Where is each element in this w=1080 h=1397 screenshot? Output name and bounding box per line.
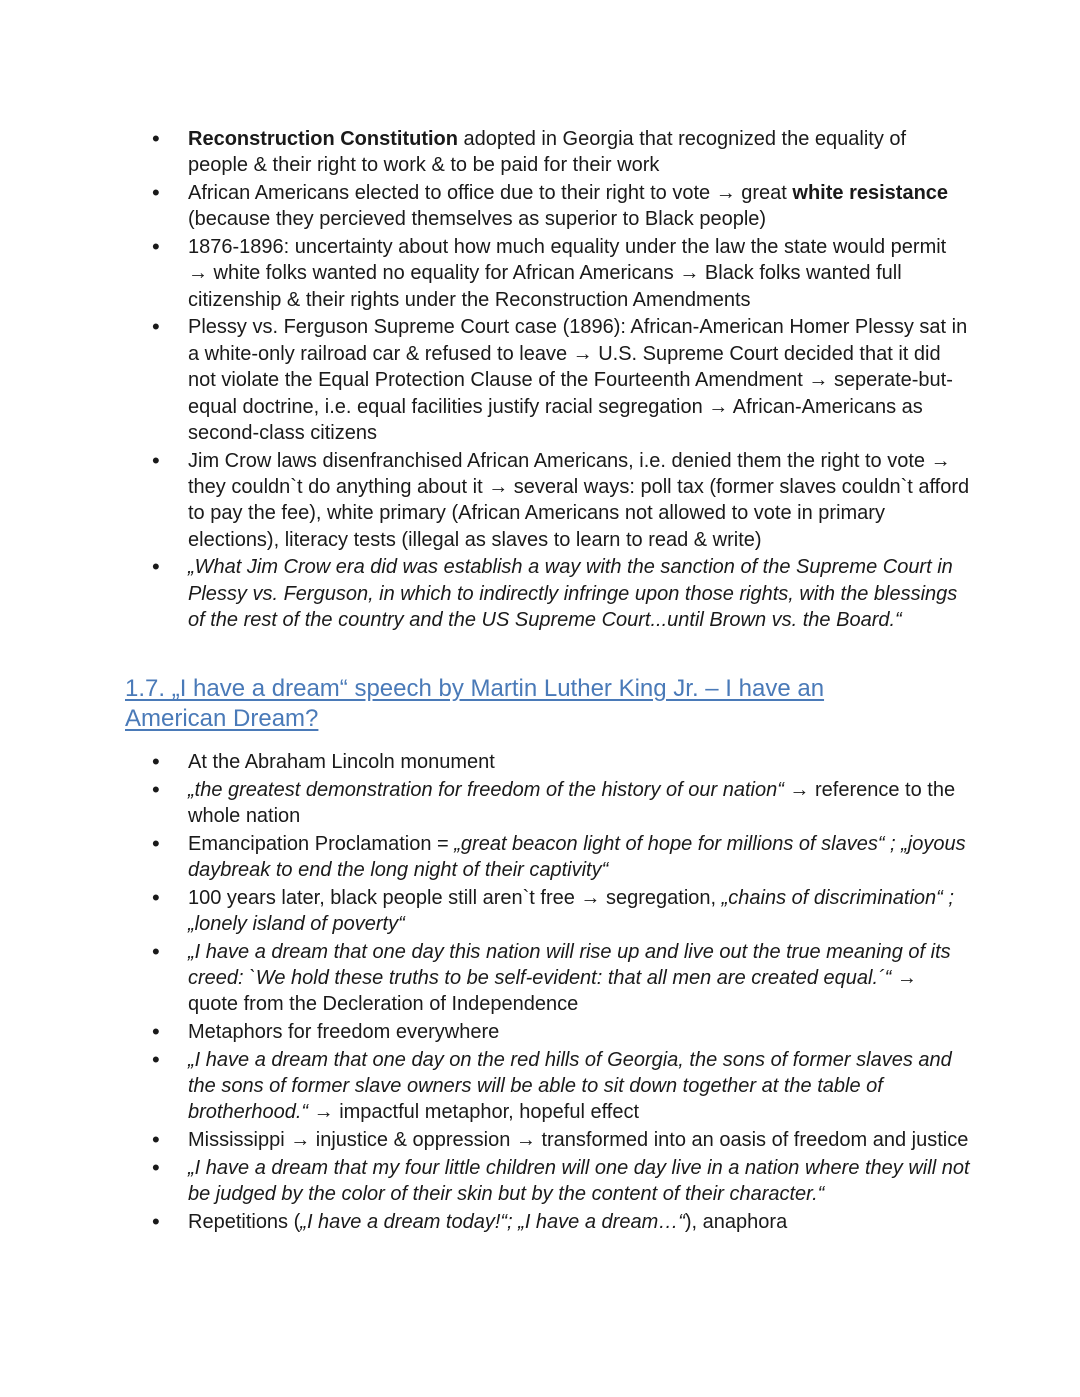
list-item: • African Americans elected to office due to their right to vote → great white resistance (because they percieved themselves as superior to Black people) bbox=[150, 180, 970, 233]
list-item: • Mississippi → injustice & oppression → transformed into an oasis of freedom and justice bbox=[150, 1127, 970, 1153]
list-item: • „the greatest demonstration for freedom of the history of our nation“ → reference to the whole nation bbox=[150, 777, 970, 830]
bullet-list-dream-speech bbox=[150, 749, 970, 1236]
list-item: • Reconstruction Constitution adopted in Georgia that recognized the equality of people & their right to work & to be paid for their work bbox=[150, 126, 970, 179]
bullet-list-reconstruction bbox=[150, 126, 970, 635]
list-item: • „I have a dream that one day this nation will rise up and live out the true meaning of its creed: `We hold these truths to be self-evident: that all men are created equal.´“ → quote from the Decleration of Independence bbox=[150, 939, 970, 1018]
list-item: • Repetitions („I have a dream today!“; „I have a dream…“), anaphora bbox=[150, 1209, 970, 1235]
list-item: • Plessy vs. Ferguson Supreme Court case (1896): African-American Homer Plessy sat in a white-only railroad car & refused to leave → U.S. Supreme Court decided that it did not violate the Equal Protection Clause of the Fourteenth Amendment → seperate-but-equal doctrine, i.e. equal facilities justify racial segregation → African-Americans as second-class citizens bbox=[150, 314, 970, 446]
list-item: • 1876-1896: uncertainty about how much equality under the law the state would permit → white folks wanted no equality for African Americans → Black folks wanted full citizenship & their rights under the Reconstruction Amendments bbox=[150, 234, 970, 313]
section-heading bbox=[125, 674, 925, 734]
list-item-quote: • „What Jim Crow era did was establish a way with the sanction of the Supreme Court in Plessy vs. Ferguson, in which to indirectly infringe upon those rights, with the blessings of the rest of the country and the US Supreme Court...until Brown vs. the Board.“ bbox=[150, 554, 970, 633]
list-item: • Jim Crow laws disenfranchised African Americans, i.e. denied them the right to vote → they couldn`t do anything about it → several ways: poll tax (former slaves couldn`t afford to pay the fee), white primary (African Americans not allowed to vote in primary elections), literacy tests (illegal as slaves to learn to read & write) bbox=[150, 448, 970, 554]
list-item: • „I have a dream that one day on the red hills of Georgia, the sons of former slaves and the sons of former slave owners will be able to sit down together at the table of brotherhood.“ → impactful metaphor, hopeful effect bbox=[150, 1047, 970, 1126]
list-item: • Metaphors for freedom everywhere bbox=[150, 1019, 970, 1045]
list-item: • At the Abraham Lincoln monument bbox=[150, 749, 970, 775]
list-item: • 100 years later, black people still aren`t free → segregation, „chains of discrimination“ ; „lonely island of poverty“ bbox=[150, 885, 970, 938]
list-item-quote: • „I have a dream that my four little children will one day live in a nation where they will not be judged by the color of their skin but by the content of their character.“ bbox=[150, 1155, 970, 1208]
heading-link[interactable]: 1.7. „I have a dream“ speech by Martin Luther King Jr. – I have an American Dream? bbox=[125, 675, 825, 732]
list-item: • Emancipation Proclamation = „great beacon light of hope for millions of slaves“ ; „joyous daybreak to end the long night of their captivity“ bbox=[150, 831, 970, 884]
